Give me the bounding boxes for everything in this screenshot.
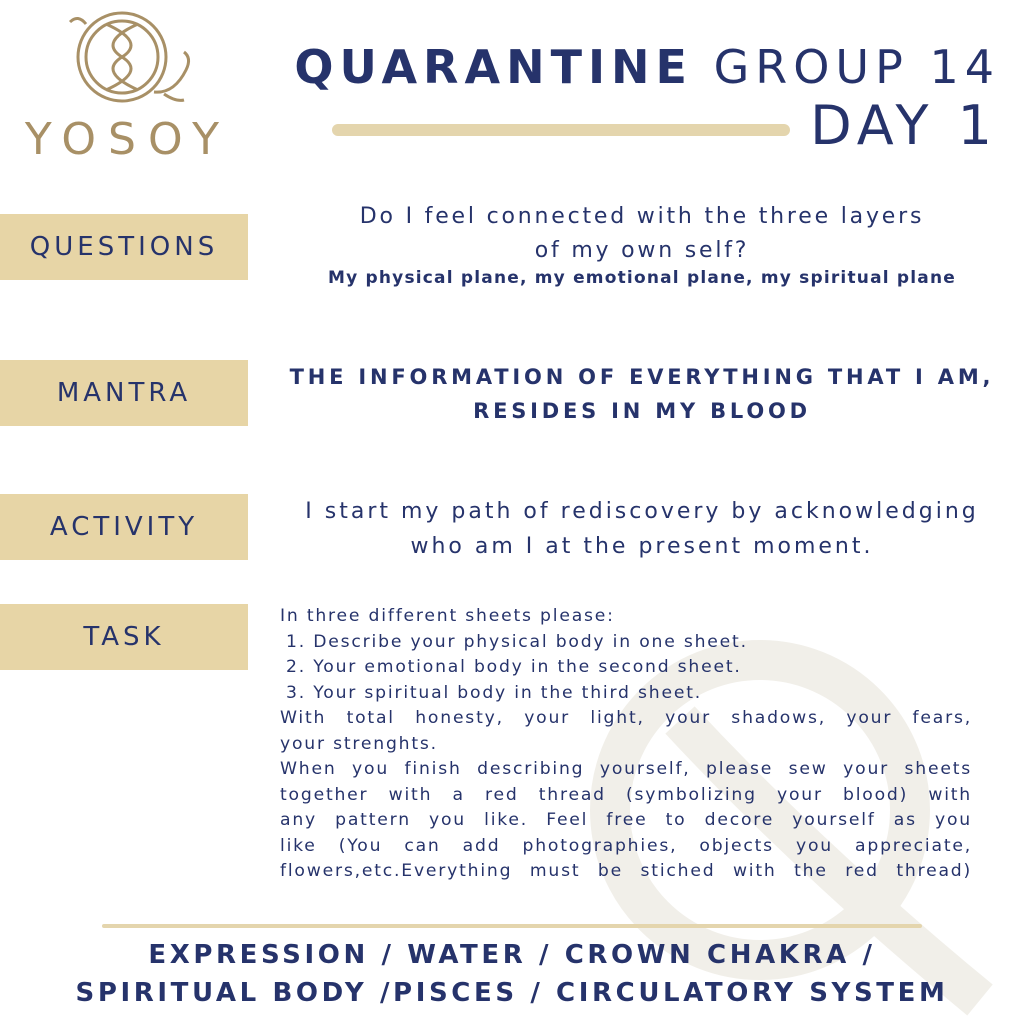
task-item-3: 3. Your spiritual body in the third sheet. — [286, 682, 703, 703]
title-group: GROUP 14 — [713, 40, 1000, 94]
questions-line1: Do I feel connected with the three layers — [359, 204, 925, 229]
task-para2-line4: like (You can add photographies, objects you appreciate, — [280, 835, 972, 856]
footer-tags — [0, 936, 1024, 1012]
questions-label: QUESTIONS — [0, 214, 248, 280]
questions-line2: of my own self? — [534, 238, 750, 263]
activity-label: ACTIVITY — [0, 494, 248, 560]
task-para2-line2: together with a red thread (symbolizing your blood) with — [280, 784, 972, 805]
task-item-2: 2. Your emotional body in the second sheet. — [286, 657, 742, 677]
task-para2-line5: flowers,etc.Everything must be stiched with the red thread) — [280, 861, 972, 881]
title-divider — [332, 124, 790, 136]
task-intro: In three different sheets please: — [280, 606, 615, 626]
task-label: TASK — [0, 604, 248, 670]
brand-name: YOSOY — [24, 114, 232, 165]
title-day: DAY 1 — [810, 94, 998, 157]
mantra-line2: RESIDES IN MY BLOOD — [473, 399, 811, 423]
task-text — [280, 604, 972, 885]
mantra-label: MANTRA — [0, 360, 248, 426]
footer-line1: EXPRESSION / WATER / CROWN CHAKRA / — [148, 940, 876, 970]
mantra-line1: THE INFORMATION OF EVERYTHING THAT I AM, — [289, 365, 995, 389]
footer-line2: SPIRITUAL BODY /PISCES / CIRCULATORY SYSTEM — [75, 978, 949, 1008]
footer-divider — [102, 924, 922, 928]
task-item-1: 1. Describe your physical body in one sheet. — [286, 631, 748, 652]
task-para2-line1: When you finish describing yourself, please sew your sheets — [280, 759, 972, 779]
activity-text — [262, 494, 1022, 564]
questions-text — [262, 200, 1022, 268]
questions-subline: My physical plane, my emotional plane, my spiritual plane — [327, 268, 957, 288]
task-para2-line3: any pattern you like. Feel free to decore yourself as you — [280, 810, 972, 830]
mantra-text — [262, 360, 1022, 428]
task-para1-line2: your strenghts. — [280, 733, 438, 754]
page-title — [294, 40, 1000, 94]
activity-line2: who am I at the present moment. — [410, 534, 874, 559]
activity-line1: I start my path of rediscovery by acknowledging — [305, 499, 979, 524]
title-bold: QUARANTINE — [294, 40, 693, 94]
task-para1-line1: With total honesty, your light, your shadows, your fears, — [280, 708, 972, 728]
